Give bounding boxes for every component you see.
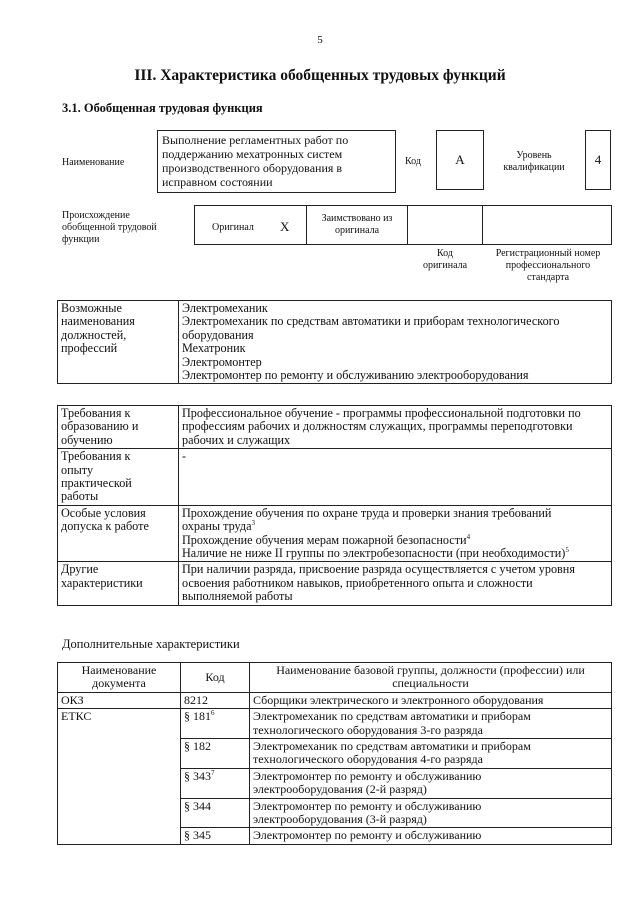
label-line: допуска к работе <box>61 519 149 534</box>
code-text: § 344 <box>184 798 211 813</box>
label-line: Возможные <box>61 301 122 315</box>
value-text: Прохождение обучения по охране труда и проверки знания требований <box>182 505 552 520</box>
table-row <box>58 692 612 708</box>
value-text: - <box>182 449 187 464</box>
value-line <box>182 407 608 420</box>
level-label-line: Уровень <box>516 150 552 161</box>
header-line: специальности <box>392 676 469 691</box>
footnote-ref: 7 <box>211 768 215 777</box>
borrowed-label-line: оригинала <box>334 225 380 236</box>
name-line: Электромеханик по средствам автоматики и приборам <box>253 709 531 724</box>
requirements-table <box>57 405 612 606</box>
code-original-label-line: оригинала <box>422 260 468 271</box>
table-row <box>58 406 612 449</box>
header-line: Наименование базовой группы, должности (профессии) или <box>276 663 585 677</box>
name-cell <box>250 739 612 769</box>
label-line: образованию и <box>61 419 139 434</box>
value-line <box>182 590 608 603</box>
name-line: Электромонтер по ремонту и обслуживанию <box>253 768 482 783</box>
level-label-line: квалификации <box>503 162 565 173</box>
name-line: Сборщики электрического и электронного оборудования <box>253 692 544 707</box>
name-label: Наименование <box>62 157 125 168</box>
value-line <box>182 420 608 433</box>
page-number: 5 <box>317 34 323 46</box>
requirement-value <box>179 562 612 605</box>
reg-number-label-line: профессионального <box>505 260 591 271</box>
code-text: § 182 <box>184 739 211 754</box>
header-code: Код <box>181 663 250 693</box>
list-item: Электромеханик <box>182 301 268 315</box>
name-line: Электромеханик по средствам автоматики и приборам <box>253 739 531 754</box>
label-line: опыту <box>61 462 94 477</box>
value-text: Наличие не ниже II группы по электробезопасности (при необходимости) <box>182 546 566 561</box>
code-original-label-line: Код <box>437 248 453 259</box>
footnote-ref: 3 <box>251 519 255 528</box>
value-text: профессиям рабочих и должностям служащих, программы переподготовки <box>182 419 573 434</box>
code-text: § 181 <box>184 709 211 724</box>
list-item: Электромеханик по средствам автоматики и приборам технологического <box>182 314 560 329</box>
footnote-ref: 6 <box>211 709 215 718</box>
value-text: Прохождение обучения мерам пожарной безопасности <box>182 532 467 547</box>
value-text: охраны труда <box>182 519 252 534</box>
list-item: Электромонтер по ремонту и обслуживанию электрооборудования <box>182 368 529 383</box>
value-line <box>182 547 608 560</box>
level-label <box>490 150 578 174</box>
requirement-value <box>179 406 612 449</box>
name-line: Электромонтер по ремонту и обслуживанию <box>253 828 482 843</box>
additional-table <box>57 662 612 845</box>
original-mark: X <box>280 219 290 234</box>
borrowed-label-line: Заимствовано из <box>321 213 393 224</box>
code-cell <box>181 798 250 828</box>
additional-title: Дополнительные характеристики <box>62 637 240 651</box>
name-line: электрооборудования (2-й разряд) <box>253 782 427 797</box>
doc-cell: ОКЗ <box>58 692 181 708</box>
value-text: рабочих и служащих <box>182 432 291 447</box>
origin-label-line: обобщенной трудовой <box>62 222 157 233</box>
value-line <box>182 520 608 533</box>
table-row <box>58 562 612 605</box>
table-row <box>58 301 612 384</box>
label-line: практической <box>61 476 132 491</box>
value-text: выполняемой работы <box>182 589 293 604</box>
code-cell <box>181 739 250 769</box>
code-text: § 343 <box>184 768 211 783</box>
value-text: При наличии разряда, присвоение разряда осуществляется с учетом уровня <box>182 562 575 577</box>
label-line: Особые условия <box>61 505 146 520</box>
origin-label <box>62 210 157 246</box>
origin-label-line: Происхождение <box>62 210 130 221</box>
code-value: А <box>436 130 484 190</box>
function-name-line: производственного оборудования в <box>162 161 343 175</box>
name-cell <box>250 768 612 798</box>
possible-names-table <box>57 300 612 384</box>
origin-label-line: функции <box>62 234 100 245</box>
doc-cell: ЕТКС <box>58 709 181 845</box>
code-cell <box>181 828 250 844</box>
footnote-ref: 5 <box>565 546 569 554</box>
code-cell <box>181 709 250 739</box>
list-item: Электромонтер <box>182 354 262 369</box>
label-line: должностей, <box>61 327 127 342</box>
name-cell <box>250 692 612 708</box>
value-text: Профессиональное обучение - программы профессиональной подготовки по <box>182 406 581 420</box>
original-label: Оригинал <box>212 222 254 233</box>
header-line: Наименование <box>81 663 157 677</box>
name-cell <box>250 798 612 828</box>
table-row <box>58 709 612 739</box>
code-cell <box>181 768 250 798</box>
list-item: оборудования <box>182 327 254 342</box>
requirement-value <box>179 505 612 562</box>
header-name <box>250 663 612 693</box>
function-name-line: исправном состоянии <box>162 175 273 189</box>
table-row <box>58 505 612 562</box>
code-original-label <box>405 248 485 272</box>
possible-names-label <box>58 301 179 384</box>
header-line: документа <box>92 676 146 691</box>
label-line: наименования <box>61 314 135 329</box>
reg-number-label-line: Регистрационный номер <box>495 248 601 259</box>
name-line: электрооборудования (3-й разряд) <box>253 812 427 827</box>
possible-names-values <box>179 301 612 384</box>
code-label: Код <box>405 156 421 167</box>
reg-number-label-line: стандарта <box>526 272 570 283</box>
function-name-line: поддержанию мехатронных систем <box>162 147 343 161</box>
value-text: освоения работником навыков, приобретенного опыта и сложности <box>182 575 533 590</box>
function-name-box <box>157 130 396 193</box>
label-line: профессий <box>61 341 118 356</box>
label-line: Требования к <box>61 406 131 420</box>
table-row <box>58 449 612 506</box>
requirement-value <box>179 449 612 506</box>
code-text: § 345 <box>184 828 211 843</box>
footnote-ref: 4 <box>466 532 471 541</box>
requirement-label <box>58 449 179 506</box>
table-header-row <box>58 663 612 693</box>
name-cell <box>250 828 612 844</box>
label-line: работы <box>61 489 99 504</box>
level-value: 4 <box>585 130 611 190</box>
header-doc <box>58 663 181 693</box>
requirement-label <box>58 406 179 449</box>
subsection-title: 3.1. Обобщенная трудовая функция <box>62 101 263 115</box>
section-title: III. Характеристика обобщенных трудовых функций <box>134 67 506 84</box>
value-line <box>182 577 608 590</box>
name-line: технологического оборудования 4-го разряда <box>253 752 483 767</box>
name-line: технологического оборудования 3-го разряда <box>253 722 483 737</box>
function-name-line: Выполнение регламентных работ по <box>162 133 349 147</box>
borrowed-label <box>308 213 406 237</box>
list-item: Мехатроник <box>182 341 246 356</box>
label-line: характеристики <box>61 575 143 590</box>
reg-number-label <box>484 248 612 284</box>
label-line: Другие <box>61 562 99 577</box>
requirement-label <box>58 505 179 562</box>
value-line <box>182 434 608 447</box>
label-line: обучению <box>61 432 113 447</box>
value-line <box>182 563 608 576</box>
value-line <box>182 450 608 463</box>
code-cell <box>181 692 250 708</box>
requirement-label <box>58 562 179 605</box>
code-text: 8212 <box>184 692 208 707</box>
name-line: Электромонтер по ремонту и обслуживанию <box>253 798 482 813</box>
label-line: Требования к <box>61 449 131 464</box>
name-cell <box>250 709 612 739</box>
